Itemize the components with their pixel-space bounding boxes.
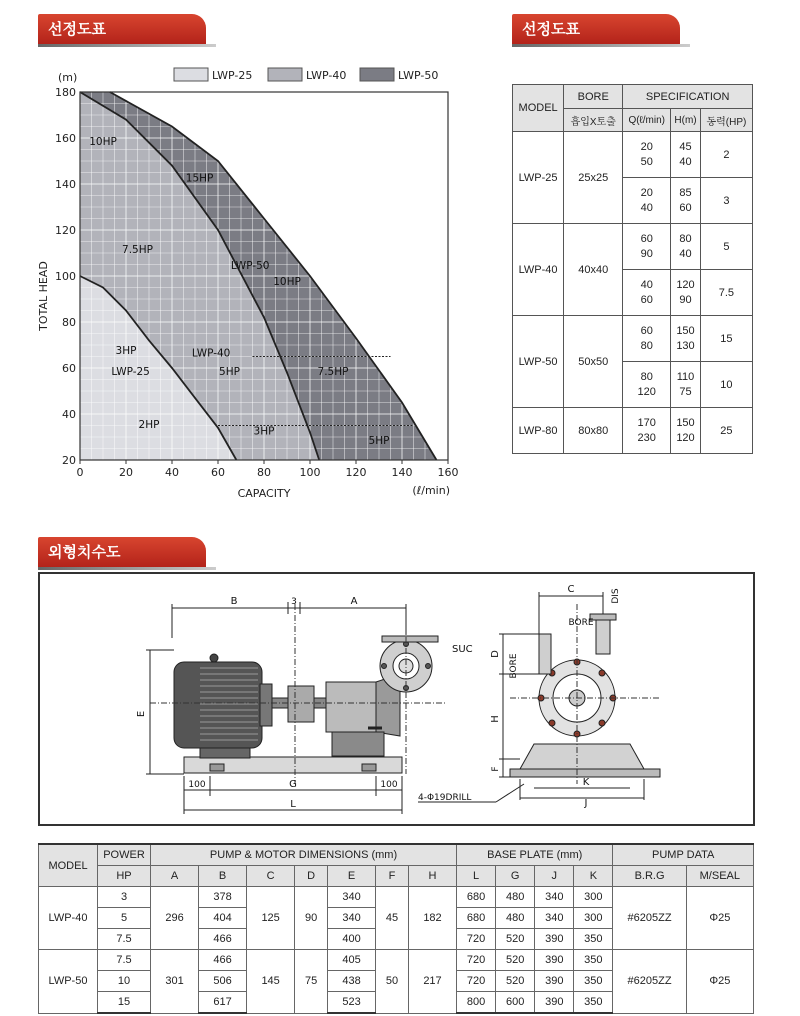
dims-cell-l: 680: [457, 908, 496, 929]
spec-table-tab-label: 선정도표: [522, 20, 580, 38]
chart-annotation: LWP-50: [230, 260, 270, 273]
dims-cell-j: 390: [535, 992, 574, 1014]
dims-cell-seal: Φ25: [686, 950, 753, 1014]
spec-value: 150: [676, 324, 695, 337]
drawing-label-c: C: [567, 584, 575, 595]
y-tick-label: 120: [55, 224, 76, 237]
spec-cell-h: [671, 270, 701, 316]
dims-cell-j: 340: [535, 887, 574, 908]
dims-cell-j: 340: [535, 908, 574, 929]
dims-cell-c: 125: [247, 887, 295, 950]
spec-value: 90: [679, 293, 692, 306]
dims-col-header: H: [408, 866, 456, 887]
pump-front-view: [510, 614, 660, 777]
dims-cell-b: 617: [199, 992, 247, 1014]
spec-value: 120: [637, 385, 656, 398]
spec-cell-q: [623, 316, 671, 362]
dims-cell-k: 350: [574, 929, 613, 950]
x-tick-label: 0: [76, 466, 84, 479]
spec-value: 90: [640, 247, 653, 260]
dims-col-header: D: [295, 866, 328, 887]
selection-chart-tab: [38, 14, 206, 44]
spec-value: 60: [640, 324, 653, 337]
dims-col-header: F: [376, 866, 409, 887]
chart-annotation: 7.5HP: [122, 244, 153, 256]
dims-cell-b: 404: [199, 908, 247, 929]
dims-cell-g: 520: [496, 929, 535, 950]
chart-annotation: 3HP: [115, 345, 137, 358]
spec-value: 20: [640, 186, 653, 199]
legend-label: LWP-40: [306, 69, 347, 82]
dims-cell-f: 50: [376, 950, 409, 1014]
drawing-label-g: G: [289, 779, 297, 790]
spec-cell-bore: 50x50: [564, 316, 623, 408]
spec-subheader-q: Q(ℓ/min): [623, 109, 671, 132]
spec-value: 230: [637, 431, 656, 444]
dims-cell-j: 390: [535, 929, 574, 950]
dimension-drawing-frame: [38, 572, 755, 826]
dims-col-header: G: [496, 866, 535, 887]
spec-table: [512, 84, 753, 454]
drawing-label-a: A: [350, 596, 358, 607]
dims-cell-model: LWP-50: [39, 950, 98, 1014]
spec-value: 150: [676, 416, 695, 429]
spec-cell-q: [623, 178, 671, 224]
y-tick-label: 100: [55, 270, 76, 283]
drawing-label-suc: SUC: [452, 644, 473, 655]
spec-subheader-bore: 흡입X토출: [564, 109, 623, 132]
spec-cell-q: [623, 362, 671, 408]
dims-cell-hp: 7.5: [98, 950, 151, 971]
spec-cell-h: [671, 316, 701, 362]
drawing-label-b: B: [230, 596, 238, 607]
dims-cell-g: 480: [496, 887, 535, 908]
x-tick-label: 40: [165, 466, 179, 479]
chart-annotation: LWP-40: [191, 347, 231, 360]
y-axis-label: TOTAL HEAD: [37, 261, 50, 331]
dims-row: [39, 950, 754, 971]
spec-value: 45: [679, 140, 692, 153]
dims-col-header: L: [457, 866, 496, 887]
spec-subheader-h: H(m): [671, 109, 701, 132]
spec-cell-model: LWP-50: [513, 316, 564, 408]
spec-value: 130: [676, 339, 695, 352]
y-tick-label: 160: [55, 132, 76, 145]
spec-cell-q: [623, 224, 671, 270]
dims-header-pump-data: PUMP DATA: [613, 844, 754, 866]
x-tick-label: 20: [119, 466, 133, 479]
spec-cell-hp: 25: [700, 408, 752, 454]
spec-cell-hp: 15: [700, 316, 752, 362]
dims-cell-l: 720: [457, 929, 496, 950]
spec-value: 40: [679, 155, 692, 168]
spec-cell-q: [623, 132, 671, 178]
spec-value: 85: [679, 186, 692, 199]
x-tick-label: 80: [257, 466, 271, 479]
dims-cell-a: 301: [151, 950, 199, 1014]
dims-cell-j: 390: [535, 971, 574, 992]
dims-cell-c: 145: [247, 950, 295, 1014]
dims-col-header: B: [199, 866, 247, 887]
spec-value: 40: [679, 247, 692, 260]
dims-cell-b: 378: [199, 887, 247, 908]
dims-cell-g: 480: [496, 908, 535, 929]
spec-value: 60: [679, 201, 692, 214]
spec-cell-model: LWP-40: [513, 224, 564, 316]
legend-swatch: [360, 68, 394, 81]
spec-table-tab: [512, 14, 680, 44]
dims-cell-b: 466: [199, 929, 247, 950]
spec-value: 40: [640, 278, 653, 291]
x-tick-label: 160: [437, 466, 459, 479]
chart-annotation: 10HP: [89, 135, 117, 148]
drawing-label-j: J: [584, 798, 588, 809]
drawing-label-bore-top: BORE: [568, 618, 594, 628]
spec-cell-hp: 5: [700, 224, 752, 270]
dims-header-base-plate: BASE PLATE (mm): [457, 844, 613, 866]
legend-swatch: [268, 68, 302, 81]
spec-cell-model: LWP-25: [513, 132, 564, 224]
dims-cell-l: 680: [457, 887, 496, 908]
dimensions-table: [38, 843, 754, 1014]
drawing-label-h: H: [490, 715, 501, 723]
dimension-drawing-tab: [38, 537, 206, 567]
dims-cell-a: 296: [151, 887, 199, 950]
chart-annotation: LWP-25: [111, 365, 150, 378]
spec-subheader-hp: 동력(HP): [700, 109, 752, 132]
dims-col-header: M/SEAL: [686, 866, 753, 887]
selection-chart-tab-label: 선정도표: [48, 20, 106, 38]
legend-label: LWP-25: [212, 69, 253, 82]
dims-col-header: HP: [98, 866, 151, 887]
drawing-label-f: F: [491, 766, 501, 772]
spec-value: 60: [640, 293, 653, 306]
dims-col-header: E: [328, 866, 376, 887]
x-axis-unit: (ℓ/min): [412, 484, 450, 497]
spec-cell-hp: 2: [700, 132, 752, 178]
y-tick-label: 140: [55, 178, 76, 191]
dims-cell-k: 300: [574, 908, 613, 929]
x-tick-label: 140: [391, 466, 413, 479]
dims-cell-b: 506: [199, 971, 247, 992]
dims-cell-f: 45: [376, 887, 409, 950]
dims-cell-hp: 5: [98, 908, 151, 929]
spec-header-model: MODEL: [513, 85, 564, 132]
dims-cell-k: 350: [574, 971, 613, 992]
spec-cell-h: [671, 224, 701, 270]
dims-cell-g: 520: [496, 950, 535, 971]
y-axis-unit: (m): [58, 71, 78, 84]
pump-side-view: [174, 636, 438, 773]
y-tick-label: 180: [55, 86, 76, 99]
x-tick-label: 120: [345, 466, 367, 479]
dims-cell-seal: Φ25: [686, 887, 753, 950]
dims-cell-e: 438: [328, 971, 376, 992]
dims-cell-model: LWP-40: [39, 887, 98, 950]
drawing-label-bore-side: BORE: [509, 653, 519, 679]
dims-header-power: POWER: [98, 844, 151, 866]
spec-cell-h: [671, 362, 701, 408]
spec-value: 80: [640, 370, 653, 383]
drawing-label-three: 3: [291, 597, 297, 607]
spec-cell-q: [623, 270, 671, 316]
spec-cell-q: [623, 408, 671, 454]
legend-swatch: [174, 68, 208, 81]
chart-annotation: 10HP: [273, 276, 301, 289]
dims-cell-g: 520: [496, 971, 535, 992]
dims-cell-g: 600: [496, 992, 535, 1014]
chart-annotation: 7.5HP: [317, 365, 349, 378]
spec-cell-h: [671, 178, 701, 224]
x-tick-label: 60: [211, 466, 225, 479]
spec-row: [513, 408, 753, 454]
dims-cell-hp: 7.5: [98, 929, 151, 950]
dimension-drawing-tab-label: 외형치수도: [48, 543, 121, 561]
dims-header-model: MODEL: [39, 844, 98, 887]
dims-cell-hp: 3: [98, 887, 151, 908]
spec-value: 20: [640, 140, 653, 153]
drawing-label-k: K: [582, 777, 590, 788]
spec-value: 170: [637, 416, 656, 429]
dims-col-header: B.R.G: [613, 866, 686, 887]
x-tick-label: 100: [299, 466, 321, 479]
dims-cell-k: 350: [574, 950, 613, 971]
dims-cell-hp: 15: [98, 992, 151, 1014]
dims-cell-e: 523: [328, 992, 376, 1014]
drawing-label-d100-right: 100: [380, 780, 398, 790]
spec-cell-hp: 7.5: [700, 270, 752, 316]
dims-header-pump-motor: PUMP & MOTOR DIMENSIONS (mm): [151, 844, 457, 866]
drawing-label-e: E: [136, 710, 147, 718]
spec-value: 120: [676, 278, 695, 291]
spec-row: [513, 224, 753, 270]
spec-value: 60: [640, 232, 653, 245]
spec-value: 80: [679, 232, 692, 245]
chart-annotation: 15HP: [185, 172, 214, 185]
spec-header-specification: SPECIFICATION: [623, 85, 753, 109]
legend-label: LWP-50: [398, 69, 439, 82]
dims-cell-d: 75: [295, 950, 328, 1014]
drawing-label-l: L: [290, 799, 296, 810]
y-tick-label: 60: [62, 362, 76, 375]
chart-annotation: 2HP: [138, 418, 160, 431]
spec-value: 75: [679, 385, 692, 398]
dims-cell-hp: 10: [98, 971, 151, 992]
dims-cell-b: 466: [199, 950, 247, 971]
dims-cell-l: 720: [457, 971, 496, 992]
drawing-label-drill: 4-Φ19DRILL: [418, 793, 472, 803]
dims-cell-brg: #6205ZZ: [613, 887, 686, 950]
dims-cell-e: 400: [328, 929, 376, 950]
y-tick-label: 80: [62, 316, 76, 329]
spec-cell-bore: 25x25: [564, 132, 623, 224]
dims-cell-k: 300: [574, 887, 613, 908]
spec-cell-bore: 80x80: [564, 408, 623, 454]
dims-col-header: K: [574, 866, 613, 887]
spec-value: 40: [640, 201, 653, 214]
drawing-label-d100-left: 100: [188, 780, 206, 790]
spec-cell-h: [671, 132, 701, 178]
dims-row: [39, 887, 754, 908]
spec-row: [513, 316, 753, 362]
dims-cell-d: 90: [295, 887, 328, 950]
spec-cell-model: LWP-80: [513, 408, 564, 454]
dims-cell-h: 217: [408, 950, 456, 1014]
dims-cell-e: 340: [328, 887, 376, 908]
spec-value: 50: [640, 155, 653, 168]
y-tick-label: 40: [62, 408, 76, 421]
dims-cell-l: 720: [457, 950, 496, 971]
spec-value: 120: [676, 431, 695, 444]
dims-cell-e: 405: [328, 950, 376, 971]
spec-value: 80: [640, 339, 653, 352]
x-axis-label: CAPACITY: [237, 487, 291, 500]
chart-annotation: 3HP: [253, 425, 275, 438]
dims-col-header: C: [247, 866, 295, 887]
dimension-drawing: [40, 574, 753, 824]
spec-cell-hp: 3: [700, 178, 752, 224]
drawing-label-d: D: [490, 650, 501, 658]
performance-chart: [0, 60, 480, 510]
dims-cell-j: 390: [535, 950, 574, 971]
spec-cell-hp: 10: [700, 362, 752, 408]
chart-annotation: 5HP: [368, 434, 390, 447]
y-tick-label: 20: [62, 454, 76, 467]
spec-header-bore: BORE: [564, 85, 623, 109]
dims-cell-k: 350: [574, 992, 613, 1014]
dims-cell-e: 340: [328, 908, 376, 929]
drawing-label-dis: DIS: [611, 588, 621, 604]
dims-cell-brg: #6205ZZ: [613, 950, 686, 1014]
spec-value: 110: [676, 370, 695, 383]
spec-row: [513, 132, 753, 178]
chart-annotation: 5HP: [219, 365, 240, 378]
dims-cell-h: 182: [408, 887, 456, 950]
dims-col-header: A: [151, 866, 199, 887]
dims-cell-l: 800: [457, 992, 496, 1014]
dims-col-header: J: [535, 866, 574, 887]
spec-cell-h: [671, 408, 701, 454]
spec-cell-bore: 40x40: [564, 224, 623, 316]
